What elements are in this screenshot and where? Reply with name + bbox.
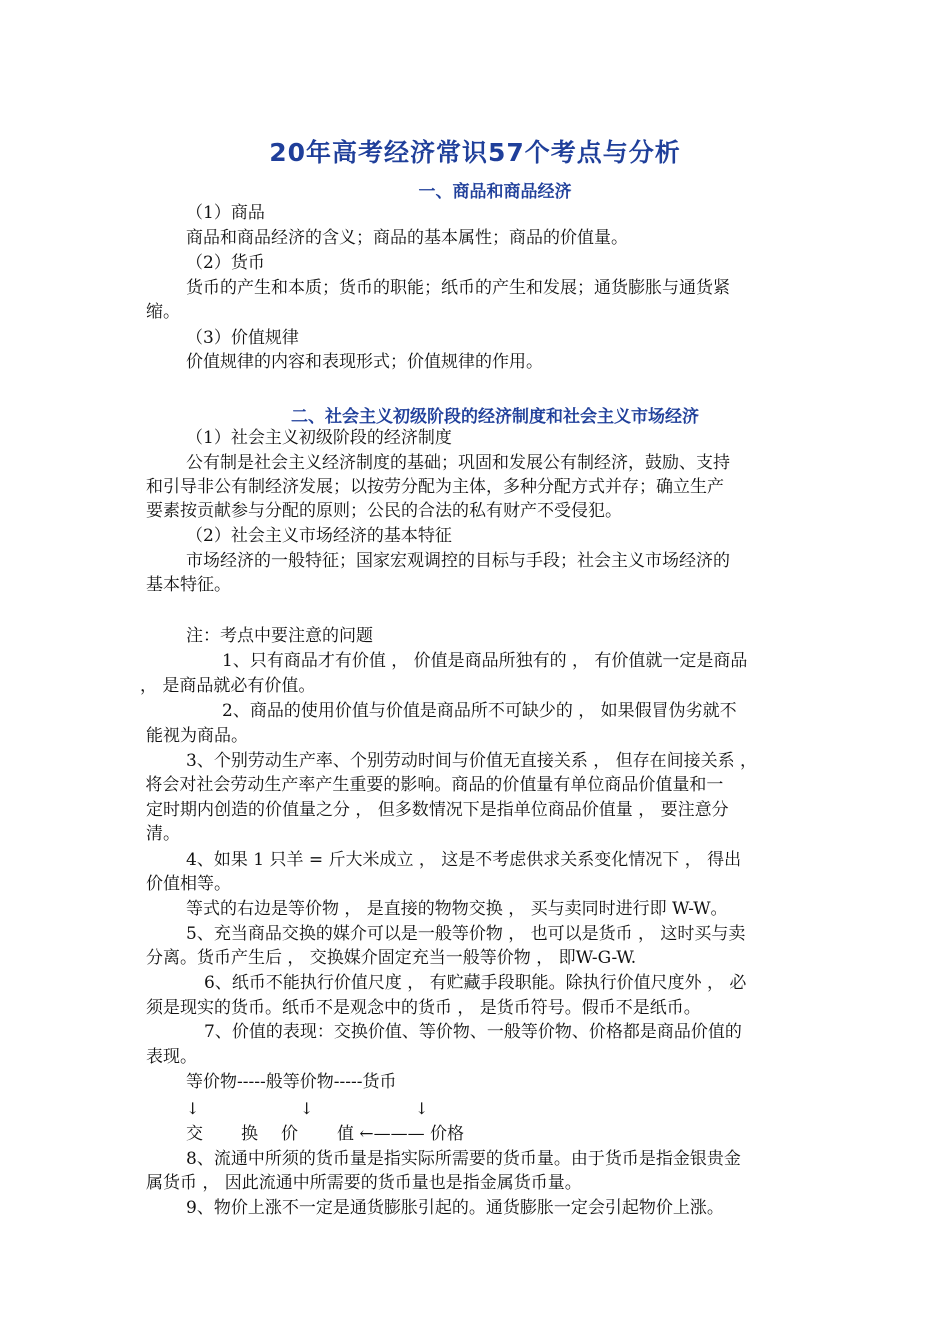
exchange-value-char: 价 xyxy=(281,1124,298,1144)
note-line: 价值相等。 xyxy=(146,874,231,894)
down-arrow-icon: ↓ xyxy=(300,1099,314,1118)
paragraph-line: 要素按贡献参与分配的原则；公民的合法的私有财产不受侵犯。 xyxy=(146,501,622,521)
note-line: 8、流通中所须的货币量是指实际所需要的货币量。由于货币是指金银贵金 xyxy=(186,1149,741,1169)
note-line: 须是现实的货币。纸币不是观念中的货币 ， 是货币符号。假币不是纸币。 xyxy=(146,998,701,1018)
paragraph-line: 货币的产生和本质；货币的职能；纸币的产生和发展；通货膨胀与通货紧 xyxy=(186,278,730,298)
note-line: 将会对社会劳动生产率产生重要的影响。商品的价值量有单位商品价值量和一 xyxy=(140,775,724,795)
note-line: 5、充当商品交换的媒介可以是一般等价物 ， 也可以是货币 ， 这时买与卖 xyxy=(186,924,746,944)
note-line: 表现。 xyxy=(146,1047,197,1067)
subheading-value-law: （3）价值规律 xyxy=(186,328,299,348)
note-line: 9、物价上涨不一定是通货膨胀引起的。通货膨胀一定会引起物价上涨。 xyxy=(186,1198,724,1218)
note-line: 清。 xyxy=(146,824,180,844)
note-line: 2、商品的使用价值与价值是商品所不可缺少的 ， 如果假冒伪劣就不 xyxy=(222,701,737,721)
document-title: 20年高考经济常识57个考点与分析 xyxy=(269,138,681,167)
notes-heading: 注：考点中要注意的问题 xyxy=(186,626,373,646)
note-line: 能视为商品。 xyxy=(146,726,248,746)
subheading-commodity: （1）商品 xyxy=(186,203,265,223)
note-line: 4、如果 1 只羊 = 斤大米成立 ， 这是不考虑供求关系变化情况下 ， 得出 xyxy=(186,850,742,870)
note-line: 1、只有商品才有价值 ， 价值是商品所独有的 ， 有价值就一定是商品 xyxy=(222,651,748,671)
down-arrow-icon: ↓ xyxy=(415,1099,429,1118)
exchange-value-char: 换 xyxy=(241,1124,258,1144)
note-line: 分离。货币产生后 ， 交换媒介固定充当一般等价物 ， 即W-G-W. xyxy=(146,948,637,968)
subheading-economic-system: （1）社会主义初级阶段的经济制度 xyxy=(186,428,452,448)
subheading-market-economy: （2）社会主义市场经济的基本特征 xyxy=(186,526,452,546)
exchange-value-char: 交 xyxy=(186,1124,203,1144)
note-line: 定时期内创造的价值量之分 ， 但多数情况下是指单位商品价值量 ， 要注意分 xyxy=(146,800,729,820)
paragraph-line: 公有制是社会主义经济制度的基础；巩固和发展公有制经济，鼓励、支持 xyxy=(186,453,730,473)
note-line: 等式的右边是等价物 ， 是直接的物物交换 ， 买与卖同时进行即 W-W。 xyxy=(186,899,728,919)
section-heading-socialist-economy: 二、社会主义初级阶段的经济制度和社会主义市场经济 xyxy=(291,407,699,427)
paragraph-line: 和引导非公有制经济发展；以按劳分配为主体，多种分配方式并存；确立生产 xyxy=(146,477,724,497)
paragraph-line: 基本特征。 xyxy=(146,575,231,595)
note-line: 7、价值的表现：交换价值、等价物、一般等价物、价格都是商品价值的 xyxy=(204,1022,742,1042)
exchange-value-price: 值 ←——— 价格 xyxy=(337,1124,465,1144)
paragraph-line: 缩。 xyxy=(146,302,180,322)
value-form-chain: 等价物-----般等价物-----货币 xyxy=(186,1072,397,1092)
paragraph-line: 市场经济的一般特征；国家宏观调控的目标与手段；社会主义市场经济的 xyxy=(186,551,730,571)
paragraph-line: 价值规律的内容和表现形式；价值规律的作用。 xyxy=(186,352,543,372)
note-line: 3、个别劳动生产率、个别劳动时间与价值无直接关系 ， 但存在间接关系 ， xyxy=(186,751,758,771)
down-arrow-icon: ↓ xyxy=(186,1099,200,1118)
paragraph-line: 商品和商品经济的含义；商品的基本属性；商品的价值量。 xyxy=(186,228,628,248)
section-heading-commodity: 一、商品和商品经济 xyxy=(418,182,572,202)
note-line: 6、纸币不能执行价值尺度 ， 有贮藏手段职能。除执行价值尺度外 ， 必 xyxy=(204,973,747,993)
note-line: 属货币 ， 因此流通中所需要的货币量也是指金属货币量。 xyxy=(146,1173,582,1193)
subheading-currency: （2）货币 xyxy=(186,253,265,273)
note-line: ， 是商品就必有价值。 xyxy=(140,676,316,696)
